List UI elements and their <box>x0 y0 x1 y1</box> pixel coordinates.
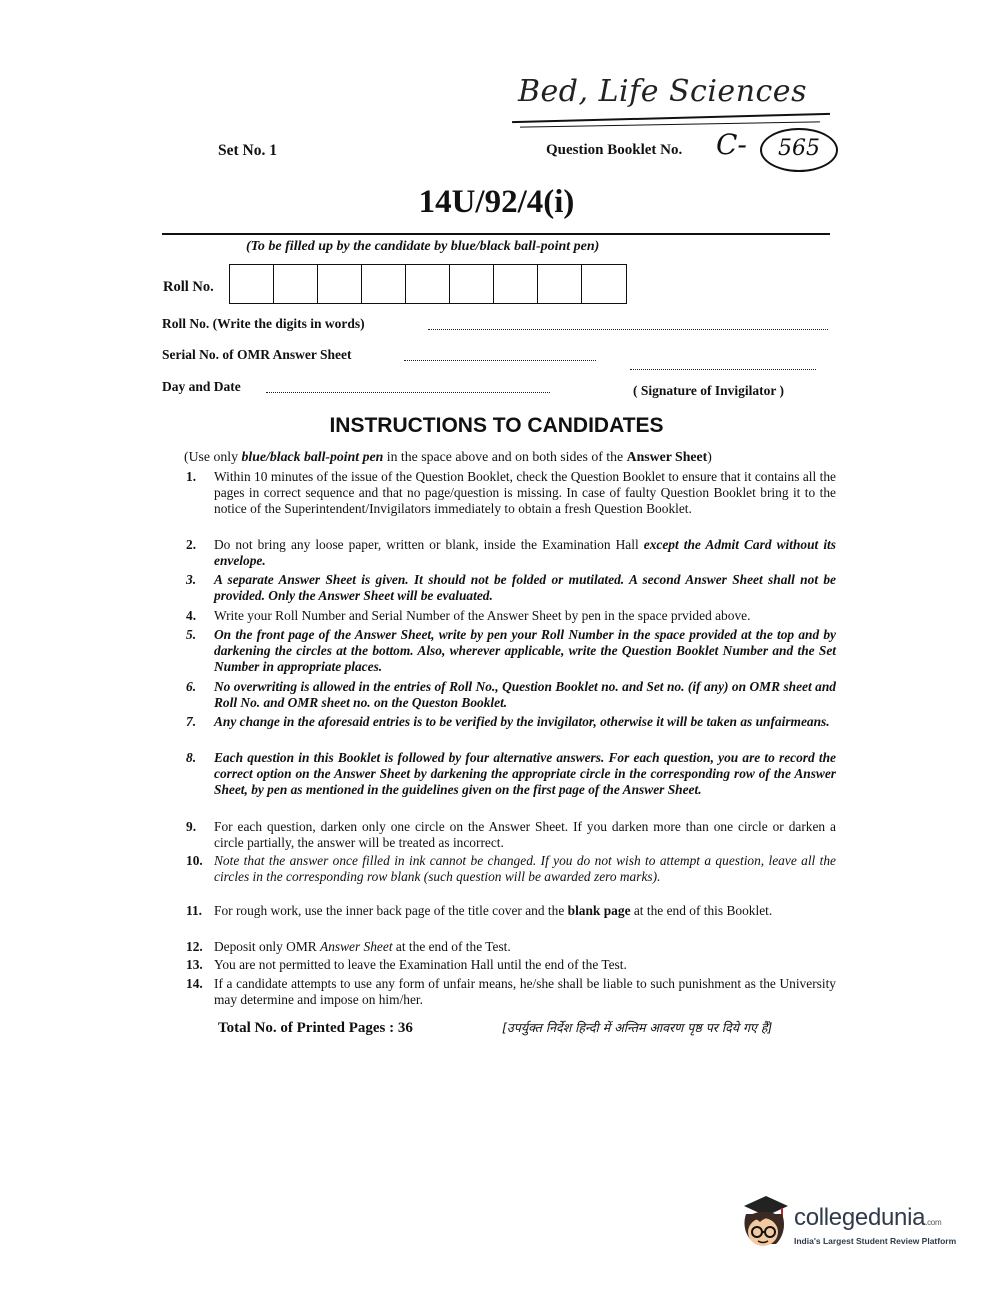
instruction-item-1 <box>186 469 836 518</box>
roll-digit-box[interactable] <box>274 265 318 303</box>
booklet-number-circled: 565 <box>760 128 838 172</box>
roll-digit-box[interactable] <box>230 265 274 303</box>
instruction-item-5 <box>186 627 836 676</box>
instruction-text: Write your Roll Number and Serial Number of the Answer Sheet by pen in the space prvided above. <box>214 608 751 623</box>
roll-words-line[interactable] <box>428 329 828 330</box>
instruction-text: No overwriting is allowed in the entries of Roll No., Question Booklet no. and Set no. (if any) on OMR sheet and Roll No. and OMR sheet no. on the Queston Booklet. <box>214 679 836 711</box>
instruction-number: 13. <box>186 957 203 972</box>
logo-name: collegedunia <box>794 1204 926 1231</box>
instruction-text <box>214 939 836 955</box>
instruction-item-6 <box>186 679 836 711</box>
instruction-number: 12. <box>186 939 203 954</box>
instruction-number: 2. <box>186 537 197 552</box>
instruction-item-13 <box>186 957 836 973</box>
instruction-item-7 <box>186 714 836 730</box>
instruction-text: On the front page of the Answer Sheet, write by pen your Roll Number in the space provided at the top and by darkening the circles at the bottom. Also, wherever applicable, write the Question Booklet Number and the Set Number in appropriate places. <box>214 627 836 675</box>
instruction-text <box>214 903 836 919</box>
instruction-text-a: Deposit only OMR <box>214 939 321 954</box>
paper-code: 14U/92/4(i) <box>418 184 575 220</box>
logo-tagline: India's Largest Student Review Platform <box>794 1236 957 1246</box>
instruction-number: 8. <box>186 750 197 765</box>
logo-mascot-icon <box>736 1192 790 1256</box>
roll-digit-box[interactable] <box>494 265 538 303</box>
collegedunia-logo[interactable] <box>736 1192 966 1264</box>
instruction-text-a: For rough work, use the inner back page of the title cover and the <box>214 903 568 918</box>
instruction-text <box>214 537 836 569</box>
instruction-item-2 <box>186 537 836 569</box>
instruction-text: If a candidate attempts to use any form of unfair means, he/she shall be liable to such punishment as the University may determine and impose on him/her. <box>214 976 836 1008</box>
instruction-number: 4. <box>186 608 197 623</box>
instruction-number: 3. <box>186 572 197 587</box>
instruction-text-c: at the end of the Test. <box>392 939 511 954</box>
instruction-number: 6. <box>186 679 197 694</box>
instruction-text-c: at the end of this Booklet. <box>630 903 773 918</box>
serial-omr-label: Serial No. of OMR Answer Sheet <box>162 347 352 362</box>
instructions-title: INSTRUCTIONS TO CANDIDATES <box>329 414 664 437</box>
roll-words-label: Roll No. (Write the digits in words) <box>162 316 365 331</box>
instruction-item-11 <box>186 903 836 919</box>
instruction-text: You are not permitted to leave the Examination Hall until the end of the Test. <box>214 957 627 972</box>
day-date-line[interactable] <box>266 392 550 393</box>
logo-suffix: .com <box>925 1218 942 1227</box>
instruction-text-b: Answer Sheet <box>320 939 393 954</box>
hindi-note: [उपर्युक्त निर्देश हिन्दी में अन्तिम आवरण पृष्ठ पर दिये गए हैं] <box>502 1020 773 1035</box>
roll-digit-box[interactable] <box>450 265 494 303</box>
instruction-text: A separate Answer Sheet is given. It should not be folded or mutilated. A second Answer Sheet shall not be provided. Only the Answer Sheet will be evaluated. <box>214 572 836 604</box>
instruction-item-3 <box>186 572 836 604</box>
instructions-subtitle <box>184 449 712 465</box>
signature-label: ( Signature of Invigilator ) <box>633 383 785 398</box>
instruction-item-8 <box>186 750 836 799</box>
roll-digit-box[interactable] <box>538 265 582 303</box>
instruction-text-b: blank page <box>567 903 631 918</box>
instruction-item-9 <box>186 819 836 851</box>
serial-omr-line[interactable] <box>404 360 596 361</box>
instruction-number: 1. <box>186 469 197 484</box>
instruction-number: 14. <box>186 976 203 991</box>
instruction-number: 10. <box>186 853 203 868</box>
instruction-item-14 <box>186 976 836 1008</box>
instruction-number: 11. <box>186 903 202 918</box>
subtitle-part-b: blue/black ball-point pen <box>241 449 384 464</box>
instruction-item-12 <box>186 939 836 955</box>
instruction-text-b: except the Admit Card without its envelope. <box>214 537 836 569</box>
instruction-text-a: Do not bring any loose paper, written or blank, inside the Examination Hall <box>214 537 644 552</box>
roll-digit-box[interactable] <box>406 265 450 303</box>
booklet-prefix: C- <box>716 128 747 161</box>
handwritten-course-name: Bed, Life Sciences <box>518 74 807 109</box>
roll-no-label: Roll No. <box>163 279 214 295</box>
header-rule <box>162 233 830 235</box>
logo-wordmark <box>794 1204 941 1232</box>
instruction-number: 5. <box>186 627 197 642</box>
roll-digit-box[interactable] <box>318 265 362 303</box>
instruction-number: 7. <box>186 714 197 729</box>
roll-digit-box[interactable] <box>582 265 626 303</box>
subtitle-part-a: (Use only <box>184 449 242 464</box>
instruction-text: Within 10 minutes of the issue of the Question Booklet, check the Question Booklet to ensure that it contains all the pages in correct sequence and that no page/question is missing. In case of faulty Question Booklet bring it to the notice of the Superintendent/Invigilators immediately to obtain a fresh Question Booklet. <box>214 469 836 517</box>
fill-note: (To be filled up by the candidate by blue/black ball-point pen) <box>246 239 600 254</box>
instruction-text: Each question in this Booklet is followed by four alternative answers. For each question, you are to record the correct option on the Answer Sheet by darkening the appropriate circle in the corresponding row of the Answer Sheet, by pen as mentioned in the guidelines given on the first page of the Answer Sheet. <box>214 750 836 798</box>
set-number: Set No. 1 <box>218 142 277 159</box>
instruction-text: Any change in the aforesaid entries is to be verified by the invigilator, otherwise it will be taken as unfairmeans. <box>214 714 830 729</box>
roll-digit-box[interactable] <box>362 265 406 303</box>
instruction-item-10 <box>186 853 836 885</box>
instruction-number: 9. <box>186 819 197 834</box>
total-pages: Total No. of Printed Pages : 36 <box>218 1020 413 1036</box>
subtitle-part-c: in the space above and on both sides of the <box>383 449 627 464</box>
handwritten-underline-2 <box>520 121 820 127</box>
instruction-text: Note that the answer once filled in ink cannot be changed. If you do not wish to attempt a question, leave all the circles in the corresponding row blank (such question will be awarded zero marks). <box>214 853 836 885</box>
booklet-label: Question Booklet No. <box>546 142 683 158</box>
signature-line[interactable] <box>630 369 816 370</box>
day-date-label: Day and Date <box>162 379 241 394</box>
subtitle-part-d: Answer Sheet <box>626 449 708 464</box>
roll-number-boxes[interactable] <box>229 264 627 304</box>
instruction-item-4 <box>186 608 836 624</box>
instruction-text: For each question, darken only one circle on the Answer Sheet. If you darken more than one circle or darken a circle partially, the answer will be treated as incorrect. <box>214 819 836 851</box>
subtitle-part-e: ) <box>707 449 712 464</box>
